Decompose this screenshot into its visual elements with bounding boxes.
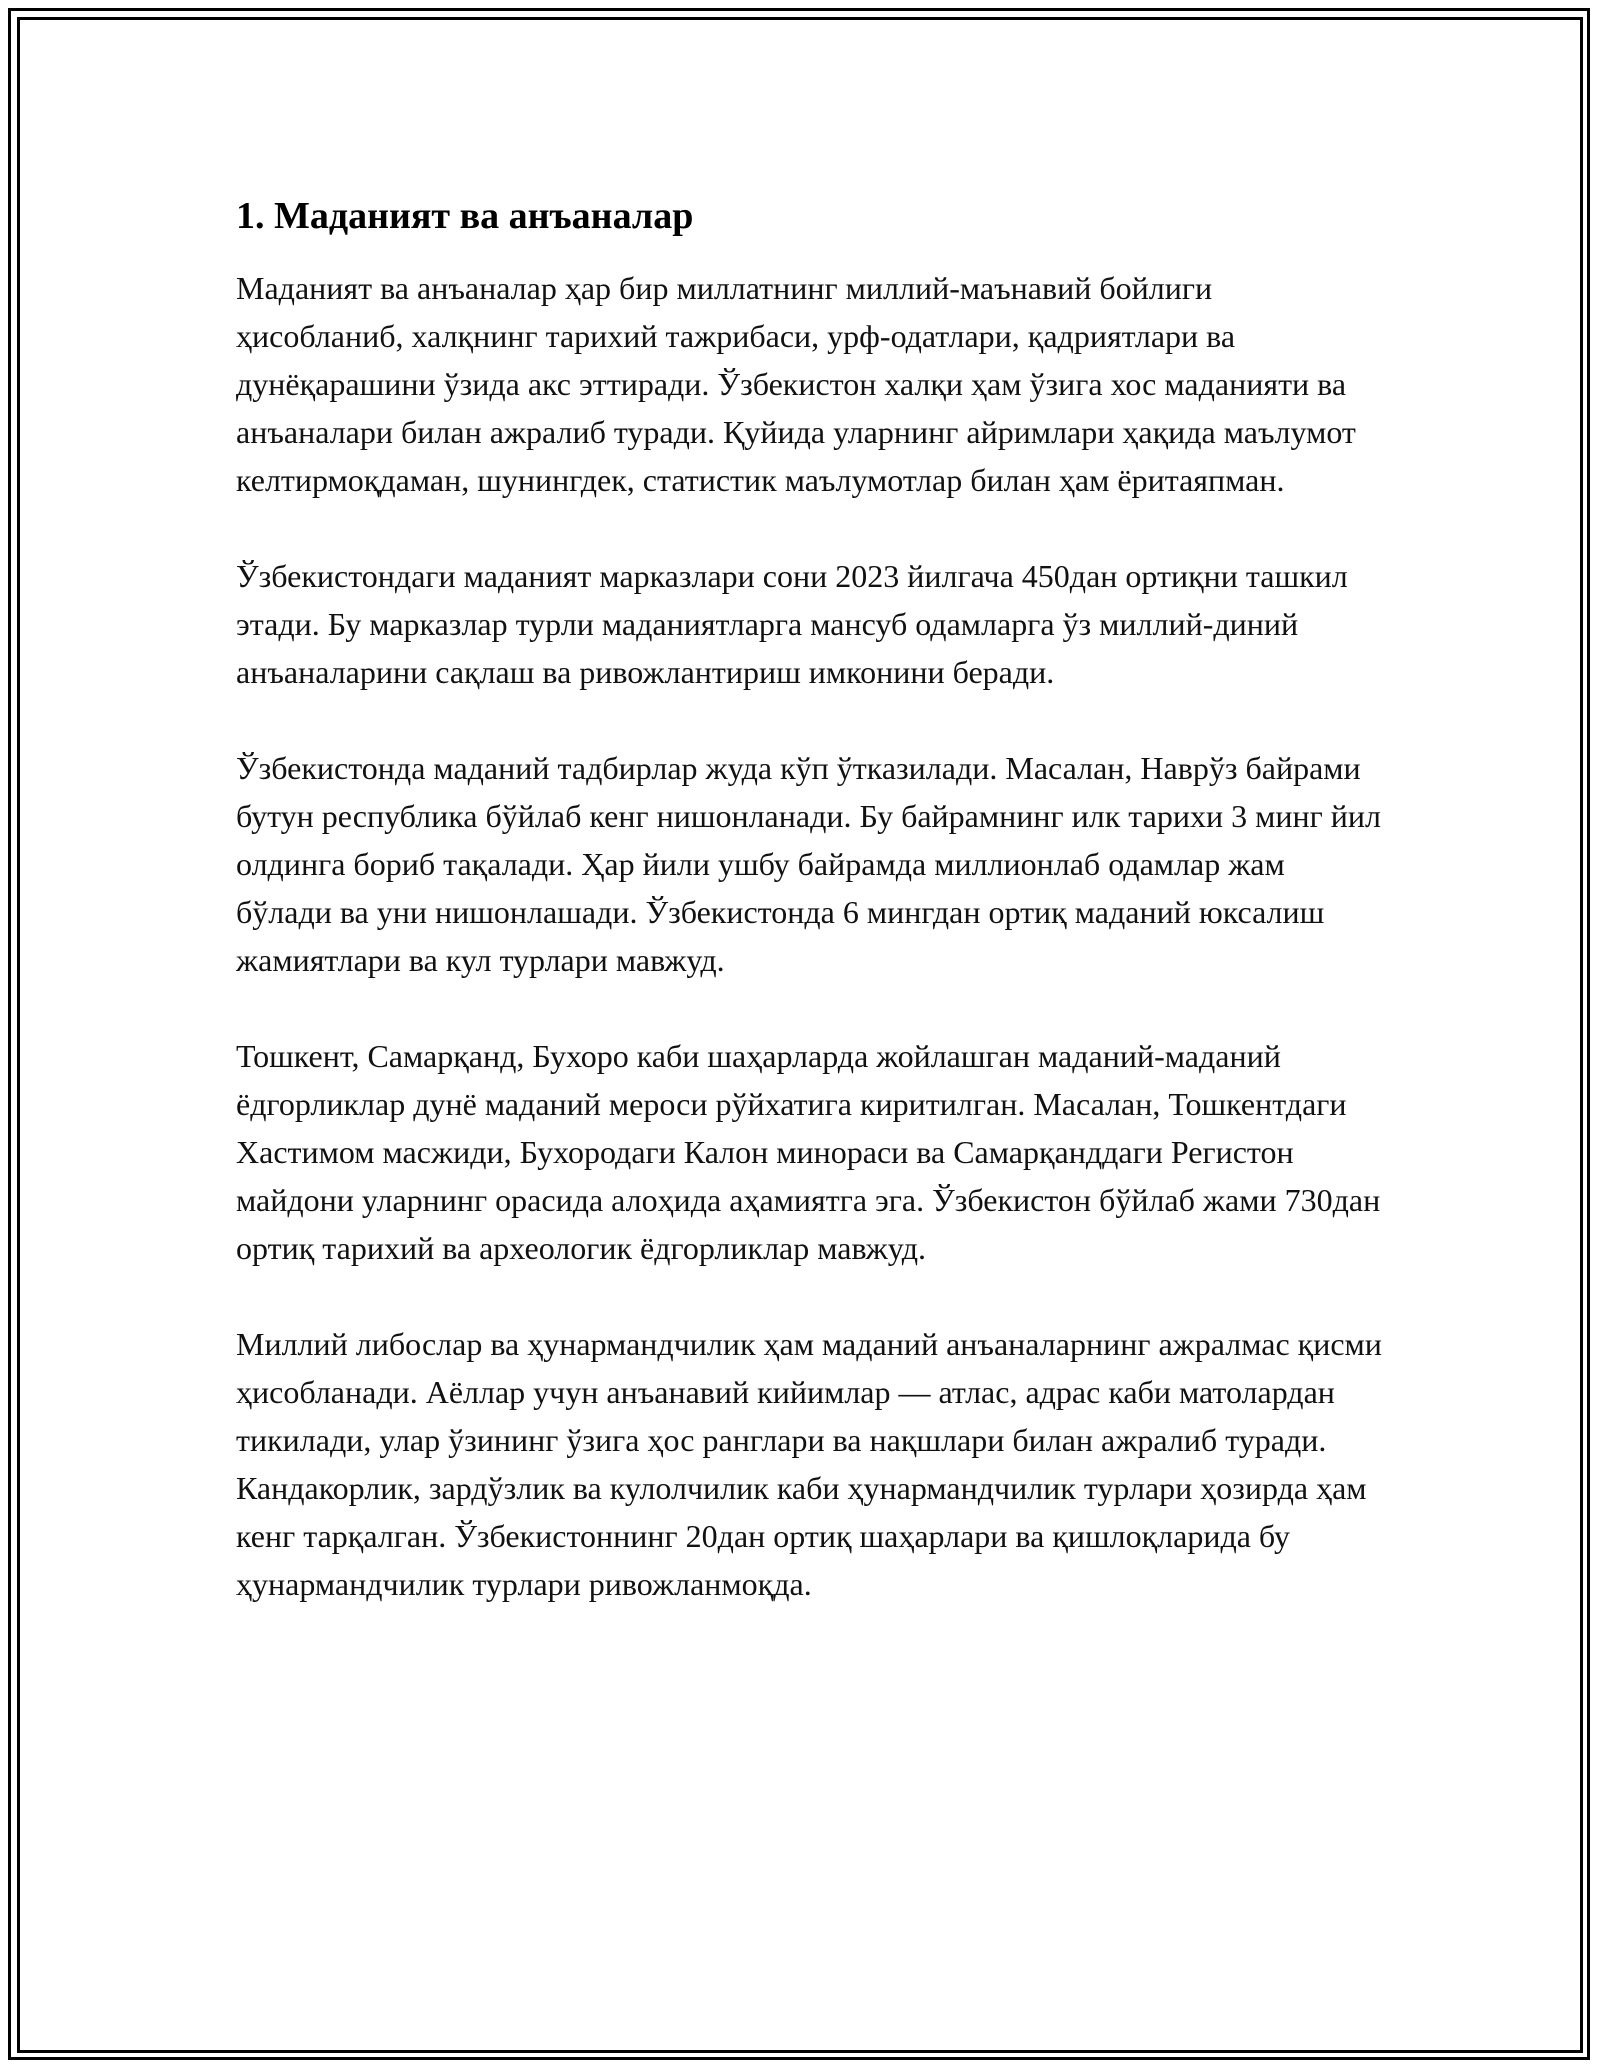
paragraph-monuments: Тошкент, Самарқанд, Бухоро каби шаҳарларда жойлашган маданий-маданий ёдгорликлар дунё маданий мероси рўйхатига киритилган. Масалан, Тошкентдаги Хастимом масжиди, Бухородаги Калон минораси ва Самарқанддаги Регистон майдони уларнинг орасида алоҳида аҳамиятга эга. Ўзбекистон бўйлаб жами 730дан ортиқ тарихий ва археологик ёдгорликлар мавжуд. (236, 1038, 1381, 1266)
document-body (236, 186, 1386, 1656)
paragraph-culture-centers: Ўзбекистондаги маданият марказлари сони 2023 йилгача 450дан ортиқни ташкил этади. Бу марказлар турли маданиятларга мансуб одамларга ўз миллий-диний анъаналарини сақлаш ва ривожлантириш имконини беради. (236, 558, 1348, 690)
paragraph-national-crafts: Миллий либослар ва ҳунармандчилик ҳам маданий анъаналарнинг ажралмас қисми ҳисобланади. Аёллар учун анъанавий кийимлар — атлас, адрас каби матолардан тикилади, улар ўзининг ўзига ҳос ранглари ва нақшлари билан ажралиб туради. Кандакорлик, зардўзлик ва кулолчилик каби ҳунармандчилик турлари ҳозирда ҳам кенг тарқалган. Ўзбекистоннинг 20дан ортиқ шаҳарлари ва қишлоқларида бу ҳунармандчилик турлари ривожланмоқда. (236, 1326, 1382, 1602)
paragraph-cultural-events: Ўзбекистонда маданий тадбирлар жуда кўп ўтказилади. Масалан, Наврўз байрами бутун республика бўйлаб кенг нишонланади. Бу байрамнинг илк тарихи 3 минг йил олдинга бориб тақалади. Ҳар йили ушбу байрамда миллионлаб одамлар жам бўлади ва уни нишонлашади. Ўзбекистонда 6 мингдан ортиқ маданий юксалиш жамиятлари ва кул турлари мавжуд. (236, 750, 1381, 978)
paragraph-intro: Маданият ва анъаналар ҳар бир миллатнинг миллий-маънавий бойлиги ҳисобланиб, халқнинг тарихий тажрибаси, урф-одатлари, қадриятлари ва дунёқарашини ўзида акс эттиради. Ўзбекистон халқи ҳам ўзига хос маданияти ва анъаналари билан ажралиб туради. Қуйида уларнинг айримлари ҳақида маълумот келтирмоқдаман, шунингдек, статистик маълумотлар билан ҳам ёритаяпман. (236, 270, 1356, 498)
section-heading: 1. Маданият ва анъаналар (236, 195, 694, 237)
